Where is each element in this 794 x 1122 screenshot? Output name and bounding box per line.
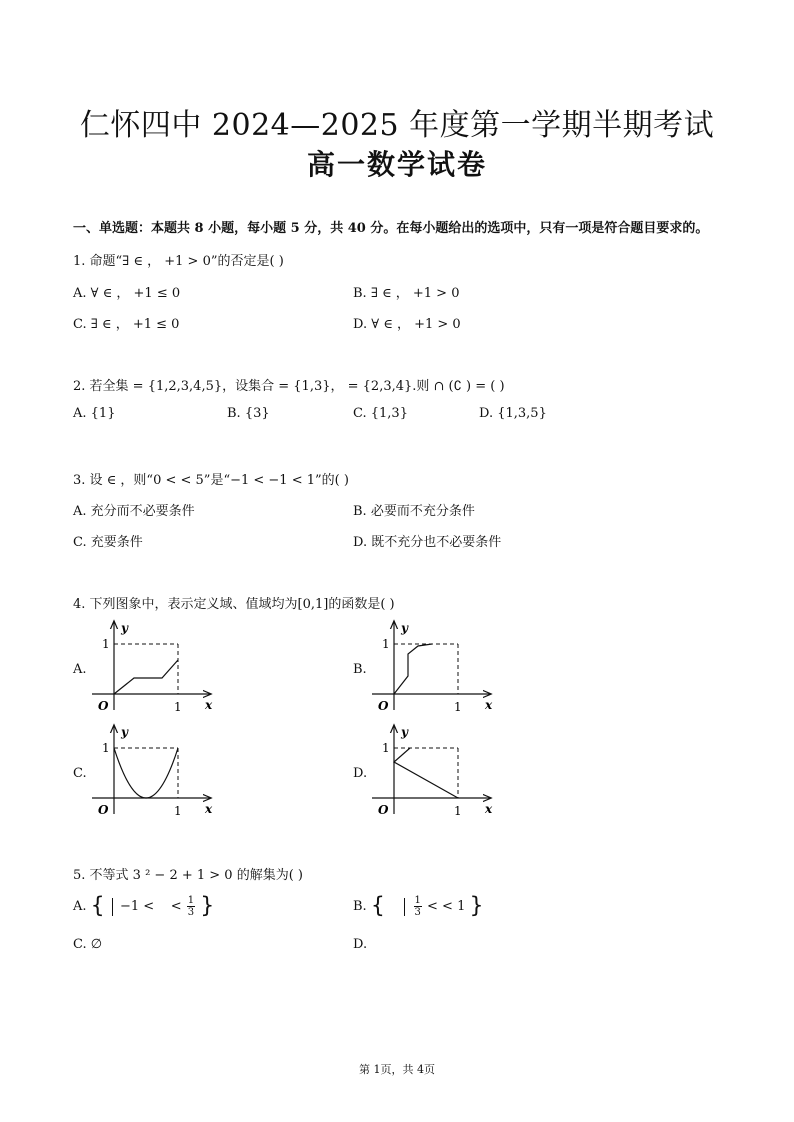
tick-label-one: 1 [102, 637, 110, 651]
question-1-option-a: A. ∀ ∈ ， +1 ≤ 0 [73, 286, 181, 301]
function-curve [114, 748, 178, 798]
fraction-denominator: 3 [187, 907, 195, 918]
question-2-option-b: B. {3} [227, 406, 270, 421]
tick-label-one: 1 [382, 637, 390, 651]
graph-b [368, 618, 500, 714]
question-1-option-b: B. ∃ ∈ ， +1 > 0 [353, 286, 460, 301]
question-2-stem: 2. 若全集 = {1,2,3,4,5}，设集合 = {1,3}， = {2,3,4}.则 ∩ (∁ ) = ( ) [73, 379, 505, 394]
left-brace-icon: { [90, 893, 105, 919]
exam-title: 仁怀四中 2024—2025 年度第一学期半期考试 [79, 108, 715, 143]
fraction-denominator: 3 [414, 907, 421, 918]
option-a-label: A. [73, 899, 87, 914]
fraction [187, 895, 195, 918]
tick-label-one: 1 [174, 804, 182, 818]
question-4-label-c: C. [73, 766, 87, 781]
section-heading: 一、单选题：本题共 8 小题，每小题 5 分，共 40 分。在每小题给出的选项中，只有一项是符合题目要求的。 [73, 221, 709, 236]
question-3-option-a: A. 充分而不必要条件 [73, 504, 195, 519]
right-brace-icon: } [200, 893, 215, 919]
question-4-label-a: A. [73, 662, 87, 677]
question-2-option-d: D. {1,3,5} [479, 406, 547, 421]
question-3-option-c: C. 充要条件 [73, 535, 143, 550]
tick-label-one: 1 [174, 700, 182, 714]
tick-label-one: 1 [102, 741, 110, 755]
x-axis-label: x [485, 698, 493, 712]
question-3-option-b: B. 必要而不充分条件 [353, 504, 475, 519]
origin-label: O [98, 699, 109, 713]
option-a-mid: < [170, 899, 182, 914]
question-2-option-a: A. {1} [73, 406, 116, 421]
question-5-option-b [353, 895, 483, 918]
x-axis-label: x [205, 698, 213, 712]
tick-label-one: 1 [382, 741, 390, 755]
question-2-option-c: C. {1,3} [353, 406, 408, 421]
question-4-stem: 4. 下列图象中，表示定义域、值域均为[0,1]的函数是( ) [73, 597, 395, 612]
right-brace-icon: } [469, 893, 484, 919]
tick-label-one: 1 [454, 804, 462, 818]
question-1-option-d: D. ∀ ∈ ， +1 > 0 [353, 317, 461, 332]
graph-d [368, 722, 500, 818]
origin-label: O [378, 803, 389, 817]
tick-label-one: 1 [454, 700, 462, 714]
question-3-option-d: D. 既不充分也不必要条件 [353, 535, 502, 550]
x-axis-label: x [485, 802, 493, 816]
question-4-label-b: B. [353, 662, 367, 677]
option-b-right: < < 1 [427, 899, 466, 914]
fraction [414, 895, 422, 918]
question-3-stem: 3. 设 ∈ ，则“0 < < 5”是“−1 < −1 < 1”的( ) [73, 473, 349, 488]
question-5-stem: 5. 不等式 3 ² − 2 + 1 > 0 的解集为( ) [73, 868, 303, 883]
graph-c [88, 722, 220, 818]
y-axis-label: y [121, 621, 128, 635]
left-brace-icon: { [370, 893, 385, 919]
y-axis-label: y [121, 725, 128, 739]
exam-subtitle: 高一数学试卷 [306, 148, 487, 181]
function-curve [394, 644, 432, 694]
fraction-numerator: 1 [187, 895, 195, 906]
question-1-stem: 1. 命题“∃ ∈ ， +1 > 0”的否定是( ) [73, 254, 284, 269]
question-5-option-d: D. [353, 937, 368, 952]
question-1-option-c: C. ∃ ∈ ， +1 ≤ 0 [73, 317, 180, 332]
function-curve [114, 660, 178, 694]
question-4-label-d: D. [353, 766, 368, 781]
set-bar [112, 898, 113, 916]
page-footer: 第 1页，共 4页 [359, 1063, 435, 1076]
fraction-numerator: 1 [414, 895, 421, 906]
function-curve [394, 748, 458, 798]
x-axis-label: x [205, 802, 213, 816]
option-a-left: −1 < [119, 899, 155, 914]
y-axis-label: y [401, 621, 408, 635]
origin-label: O [378, 699, 389, 713]
option-b-label: B. [353, 899, 367, 914]
y-axis-label: y [401, 725, 408, 739]
graph-a [88, 618, 220, 714]
question-5-option-a [73, 895, 214, 918]
origin-label: O [98, 803, 109, 817]
set-bar [404, 898, 405, 916]
question-5-option-c: C. ∅ [73, 937, 103, 952]
